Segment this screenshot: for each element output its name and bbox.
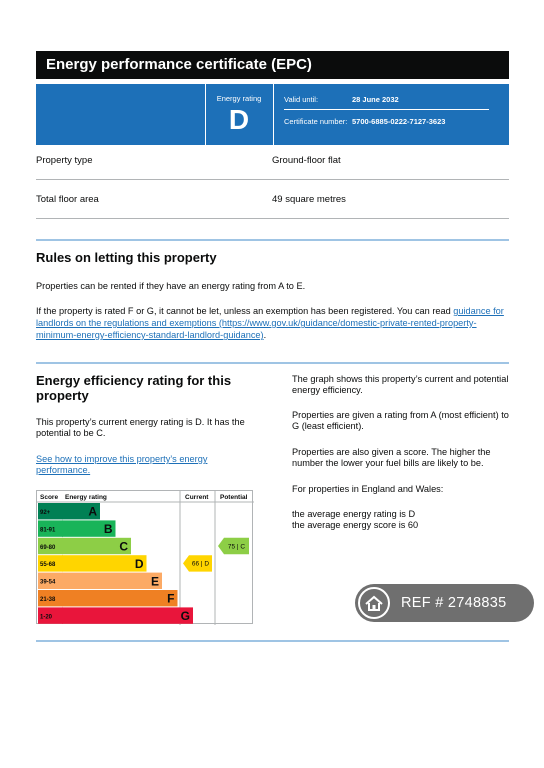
home-icon bbox=[358, 587, 390, 619]
energy-rating-letter: D bbox=[228, 104, 250, 135]
rating-bar-D bbox=[62, 555, 147, 571]
rating-letter-A: A bbox=[88, 504, 97, 519]
reference-watermark bbox=[355, 584, 534, 622]
rating-bar-E bbox=[62, 573, 162, 589]
improve-performance-link-wrap bbox=[36, 454, 256, 476]
score-label-E: 39-54 bbox=[40, 579, 56, 586]
current-rating-text: This property’s current energy rating is D. It has the potential to be C. bbox=[36, 417, 245, 438]
certificate-number-label: Certificate number: bbox=[284, 117, 348, 126]
rating-range-description: Properties are given a rating from A (most efficient) to G (least efficient). bbox=[292, 410, 509, 431]
section-divider bbox=[36, 239, 509, 241]
energy-rating-graph bbox=[36, 490, 253, 624]
score-label-B: 81-91 bbox=[40, 527, 56, 534]
rating-letter-G: G bbox=[180, 609, 190, 624]
graph-header-3: Potential bbox=[220, 494, 248, 501]
improve-performance-link[interactable]: See how to improve this property’s energy performance. bbox=[36, 454, 208, 475]
divider bbox=[36, 179, 509, 180]
rules-heading: Rules on letting this property bbox=[36, 250, 217, 265]
divider bbox=[36, 218, 509, 219]
divider bbox=[273, 84, 274, 145]
rating-bar-G bbox=[62, 607, 193, 623]
score-label-F: 21-38 bbox=[40, 597, 56, 603]
energy-rating-label: Energy rating bbox=[216, 94, 262, 103]
efficiency-heading: Energy efficiency rating for this property bbox=[36, 373, 232, 403]
score-label-A: 92+ bbox=[40, 510, 51, 516]
section-divider bbox=[36, 362, 509, 364]
rules-paragraph-2 bbox=[36, 305, 511, 341]
valid-until-value: 28 June 2032 bbox=[352, 95, 399, 104]
reference-number: REF # 2748835 bbox=[401, 595, 507, 611]
rating-letter-D: D bbox=[134, 556, 144, 571]
rules-paragraph-1: Properties can be rented if they have an energy rating from A to E. bbox=[36, 281, 306, 291]
score-label-D: 55-68 bbox=[40, 562, 56, 569]
divider bbox=[284, 109, 489, 110]
score-label-C: 69-80 bbox=[40, 544, 56, 551]
floor-area-label: Total floor area bbox=[36, 194, 99, 205]
score-description: Properties are also given a score. The higher the number the lower your fuel bills are likely to be. bbox=[292, 447, 491, 468]
score-label-G: 1-20 bbox=[40, 614, 53, 621]
current-rating-label: 66 | D bbox=[191, 560, 210, 568]
graph-header-2: Current bbox=[185, 494, 209, 501]
property-type-value: Ground-floor flat bbox=[272, 155, 341, 166]
average-score-text: the average energy score is 60 bbox=[292, 520, 419, 530]
england-wales-text: For properties in England and Wales: bbox=[292, 484, 444, 494]
valid-until-label: Valid until: bbox=[284, 95, 319, 104]
rating-letter-C: C bbox=[119, 539, 128, 554]
property-type-label: Property type bbox=[36, 155, 93, 166]
landlord-guidance-link[interactable]: guidance for landlords on the regulations and exemptions (https://www.gov.uk/guidance/domestic-private-rented-property-minimum-energy-efficiency-standard-landlord-guidance) bbox=[36, 306, 504, 340]
graph-header-1: Energy rating bbox=[65, 494, 107, 501]
energy-rating-chart bbox=[37, 491, 254, 625]
section-divider bbox=[36, 640, 509, 642]
graph-description: The graph shows this property’s current and potential energy efficiency. bbox=[292, 374, 509, 395]
rules-paragraph-2-end: . bbox=[263, 330, 267, 340]
rules-paragraph-2-text: If the property is rated F or G, it cannot be let, unless an exemption has been registered. You can read bbox=[36, 306, 451, 316]
rating-letter-B: B bbox=[103, 522, 113, 537]
certificate-number-value: 5700-6885-0222-7127-3623 bbox=[352, 117, 446, 126]
average-rating-text: the average energy rating is D bbox=[292, 509, 416, 519]
page-title: Energy performance certificate (EPC) bbox=[36, 51, 509, 79]
rating-letter-E: E bbox=[150, 574, 159, 589]
graph-header-0: Score bbox=[40, 494, 59, 501]
rating-letter-F: F bbox=[167, 591, 175, 606]
floor-area-value: 49 square metres bbox=[272, 194, 346, 205]
rating-bar-F bbox=[62, 590, 178, 606]
potential-rating-label: 75 | C bbox=[227, 543, 246, 551]
